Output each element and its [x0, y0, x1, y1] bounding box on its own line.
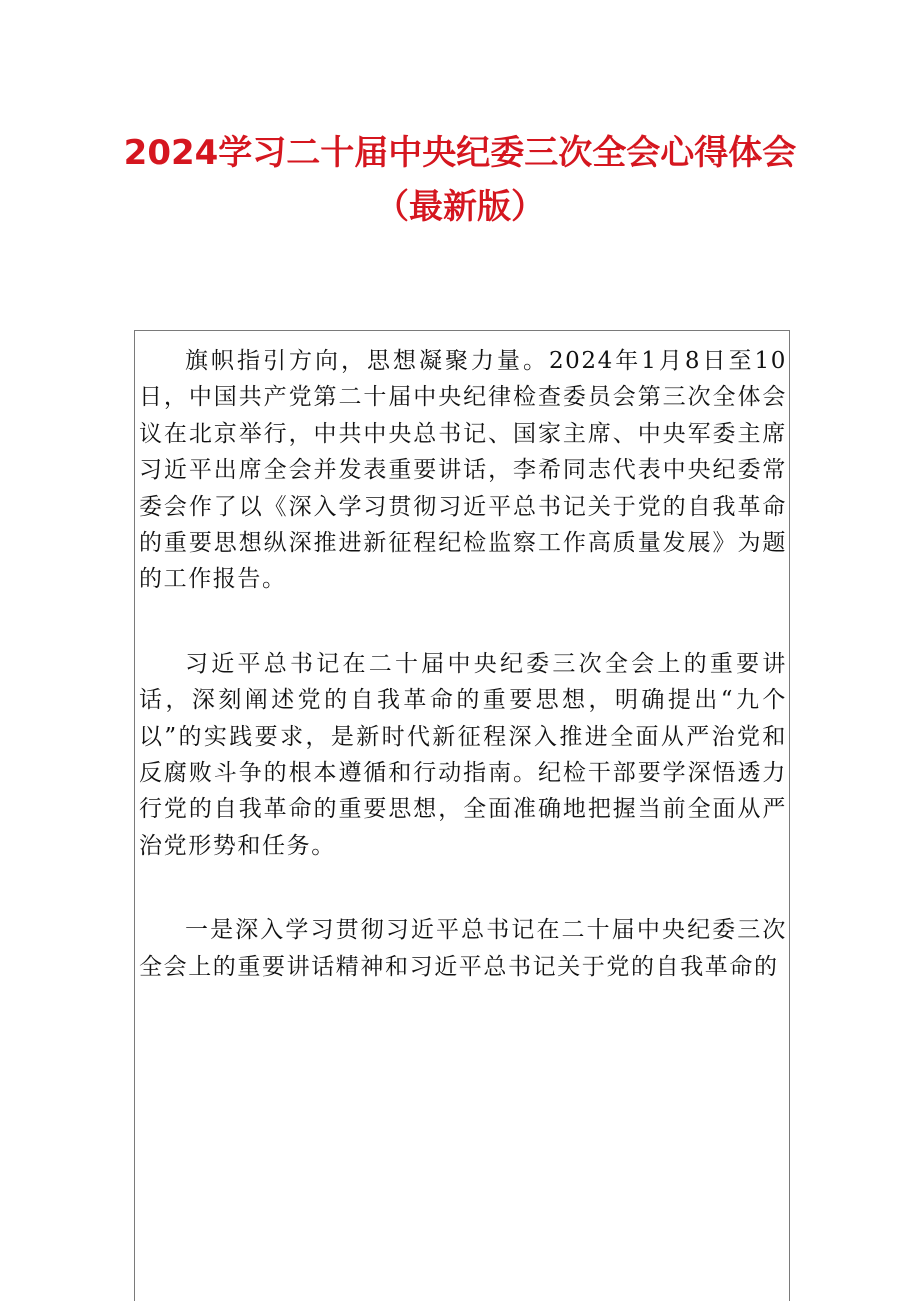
paragraph-1: 旗帜指引方向，思想凝聚力量。2024年1月8日至10日，中国共产党第二十届中央纪律检查委员会第三次全体会议在北京举行，中共中央总书记、国家主席、中央军委主席习近平出席全会并发表重要讲话，李希同志代表中央纪委常委会作了以《深入学习贯彻习近平总书记关于党的自我革命的重要思想纵深推进新征程纪检监察工作高质量发展》为题的工作报告。 [139, 348, 787, 593]
document-body [139, 343, 787, 1033]
content-frame [134, 330, 790, 1301]
paragraph-3: 一是深入学习贯彻习近平总书记在二十届中央纪委三次全会上的重要讲话精神和习近平总书记关于党的自我革命的 [139, 917, 787, 980]
paragraph-2: 习近平总书记在二十届中央纪委三次全会上的重要讲话，深刻阐述党的自我革命的重要思想，明确提出“九个以”的实践要求，是新时代新征程深入推进全面从严治党和反腐败斗争的根本遵循和行动指南。纪检干部要学深悟透力行党的自我革命的重要思想，全面准确地把握当前全面从严治党形势和任务。 [139, 650, 787, 859]
document-title: 2024学习二十届中央纪委三次全会心得体会（最新版） [123, 133, 797, 227]
